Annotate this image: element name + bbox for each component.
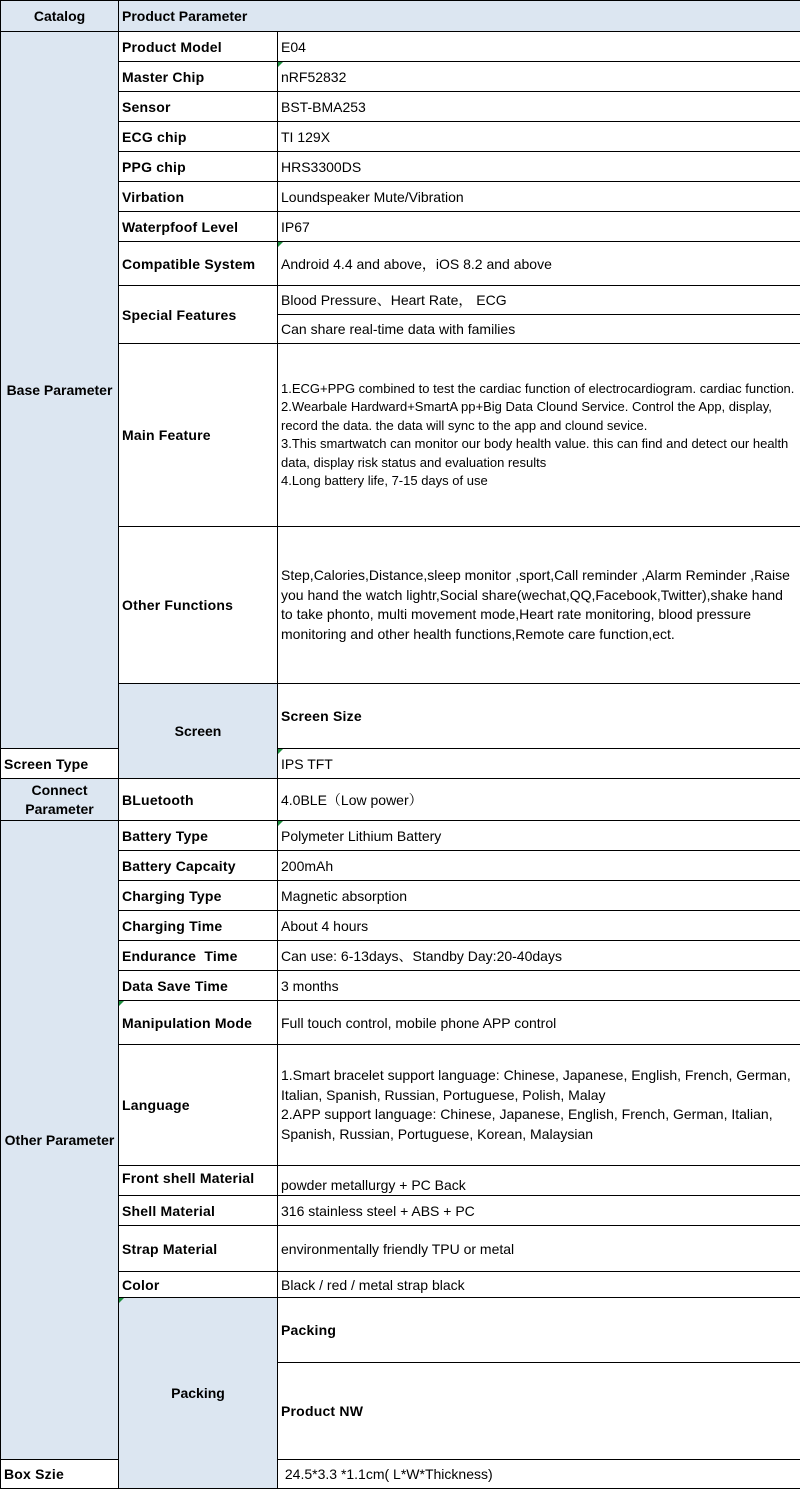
table-row: [1, 779, 800, 821]
row-label: Color: [119, 1272, 278, 1298]
row-label: Data Save Time: [119, 971, 278, 1001]
row-value: [278, 315, 800, 344]
row-value: [278, 152, 800, 182]
row-label: Main Feature: [119, 344, 278, 527]
cell-marker: [278, 242, 283, 247]
feature-line: 3.This smartwatch can monitor our body health value. this can find and detect our health data, display risk status and evaluation results: [281, 435, 796, 472]
row-value: [278, 62, 800, 92]
row-value: [278, 344, 800, 527]
table-row: [1, 1272, 800, 1298]
value-text: Android 4.4 and above，iOS 8.2 and above: [281, 256, 552, 272]
table-row: [1, 122, 800, 152]
row-label: Product NW: [278, 1363, 800, 1460]
row-value: [278, 971, 800, 1001]
table-row: [1, 182, 800, 212]
value-text: Full touch control, mobile phone APP control: [281, 1015, 556, 1031]
row-value: [278, 911, 800, 941]
value-text: TI 129X: [281, 129, 330, 145]
row-label: Screen Type: [1, 749, 119, 779]
row-label: Charging Time: [119, 911, 278, 941]
value-text: 200mAh: [281, 858, 333, 874]
cell-marker: [278, 749, 283, 754]
row-label: Sensor: [119, 92, 278, 122]
category-connect-parameter: Connect Parameter: [1, 779, 119, 821]
row-label: Other Functions: [119, 527, 278, 684]
table-row: [1, 62, 800, 92]
value-text: environmentally friendly TPU or metal: [281, 1241, 514, 1257]
row-value: [278, 242, 800, 286]
value-text: 24.5*3.3 *1.1cm( L*W*Thickness): [281, 1466, 493, 1482]
row-label: BLuetooth: [119, 779, 278, 821]
row-label: Strap Material: [119, 1226, 278, 1272]
row-label: Language: [119, 1045, 278, 1166]
value-text: BST-BMA253: [281, 99, 366, 115]
value-text: IP67: [281, 219, 310, 235]
table-row: [1, 851, 800, 881]
table-row: [1, 1166, 800, 1196]
table-row: [1, 1001, 800, 1045]
row-value: [278, 212, 800, 242]
value-text: Polymeter Lithium Battery: [281, 828, 441, 844]
table-row: [1, 1226, 800, 1272]
table-row: [1, 32, 800, 62]
cell-marker: [278, 62, 283, 67]
table-row: [1, 92, 800, 122]
row-label: Virbation: [119, 182, 278, 212]
row-label: Charging Type: [119, 881, 278, 911]
row-label: Waterpfoof Level: [119, 212, 278, 242]
label-text: Manipulation Mode: [122, 1015, 252, 1031]
row-label: Shell Material: [119, 1196, 278, 1226]
table-row: [1, 1298, 800, 1363]
value-text: nRF52832: [281, 69, 346, 85]
table-row: [1, 286, 800, 315]
value-text: 3 months: [281, 978, 339, 994]
value-text: Can share real-time data with families: [281, 321, 515, 337]
row-label: PPG chip: [119, 152, 278, 182]
row-value: [278, 1226, 800, 1272]
row-label: Battery Capcaity: [119, 851, 278, 881]
row-value: [278, 1196, 800, 1226]
value-text: E04: [281, 39, 306, 55]
row-label: Compatible System: [119, 242, 278, 286]
product-parameter-header: Product Parameter: [119, 1, 800, 32]
row-label: Box Szie: [1, 1460, 119, 1489]
table-row: [1, 527, 800, 684]
table-row: [1, 684, 800, 749]
table-row: [1, 152, 800, 182]
table-row: [1, 1045, 800, 1166]
table-header-row: [1, 1, 800, 32]
language-line: 1.Smart bracelet support language: Chinese, Japanese, English, French, German, Italian, Spanish, Russian, Portuguese, Polish, Malay: [281, 1066, 796, 1105]
row-value: [278, 1460, 800, 1489]
row-label: Endurance Time: [119, 941, 278, 971]
row-value: [278, 1001, 800, 1045]
row-label: Special Features: [119, 286, 278, 344]
value-text: Step,Calories,Distance,sleep monitor ,sport,Call reminder ,Alarm Reminder ,Raise you hand the watch lightr,Social share(wechat,QQ,Facebook,Twitter),shake hand to take phonto, multi movement mode,Heart rate monitoring, blood pressure monitoring and other health functions,Remote care function,ect.: [281, 567, 790, 642]
feature-line: 1.ECG+PPG combined to test the cardiac function of electrocardiogram. cardiac function.: [281, 380, 796, 399]
row-value: [278, 32, 800, 62]
value-text: powder metallurgy + PC Back: [281, 1177, 466, 1193]
value-text: 316 stainless steel + ABS + PC: [281, 1203, 475, 1219]
row-value: [278, 1272, 800, 1298]
row-value: [278, 821, 800, 851]
value-text: Magnetic absorption: [281, 888, 407, 904]
category-packing: [119, 1298, 278, 1489]
row-value: [278, 941, 800, 971]
row-value: [278, 122, 800, 152]
language-line: 2.APP support language: Chinese, Japanese, English, French, German, Italian, Spanish, Russian, Portuguese, Korean, Malaysian: [281, 1105, 796, 1144]
value-text: Black / red / metal strap black: [281, 1277, 465, 1293]
row-value: [278, 1166, 800, 1196]
table-row: [1, 242, 800, 286]
cell-marker: [119, 1298, 124, 1303]
category-screen: Screen: [119, 684, 278, 779]
category-base-parameter: Base Parameter: [1, 32, 119, 749]
row-label: [119, 1001, 278, 1045]
value-text: Loundspeaker Mute/Vibration: [281, 189, 464, 205]
row-label: ECG chip: [119, 122, 278, 152]
row-value: [278, 1045, 800, 1166]
table-row: [1, 344, 800, 527]
row-value: [278, 851, 800, 881]
value-text: About 4 hours: [281, 918, 368, 934]
cell-marker: [119, 1001, 124, 1006]
value-text: Blood Pressure、Heart Rate， ECG: [281, 292, 507, 308]
row-label: Screen Size: [278, 684, 800, 749]
value-text: HRS3300DS: [281, 159, 361, 175]
table-row: [1, 941, 800, 971]
table-row: [1, 821, 800, 851]
category-text: Packing: [171, 1385, 225, 1401]
row-value: [278, 92, 800, 122]
row-value: [278, 286, 800, 315]
table-row: [1, 1196, 800, 1226]
row-value: [278, 779, 800, 821]
row-value: [278, 527, 800, 684]
table-row: [1, 911, 800, 941]
row-label: Master Chip: [119, 62, 278, 92]
row-label: Battery Type: [119, 821, 278, 851]
table-row: [1, 881, 800, 911]
category-other-parameter: Other Parameter: [1, 821, 119, 1460]
table-row: [1, 971, 800, 1001]
value-text: IPS TFT: [281, 756, 333, 772]
feature-line: 4.Long battery life, 7-15 days of use: [281, 472, 796, 491]
row-value: [278, 749, 800, 779]
row-value: [278, 881, 800, 911]
value-text: 4.0BLE（Low power）: [281, 792, 423, 808]
value-text: Can use: 6-13days、Standby Day:20-40days: [281, 948, 562, 964]
row-label: Product Model: [119, 32, 278, 62]
catalog-header: Catalog: [1, 1, 119, 32]
table-row: [1, 212, 800, 242]
feature-line: 2.Wearbale Hardward+SmartA pp+Big Data Clound Service. Control the App, display, record the data. the data will sync to the app and clound sevice.: [281, 398, 796, 435]
row-label: Front shell Material: [119, 1166, 278, 1196]
row-value: [278, 182, 800, 212]
cell-marker: [278, 821, 283, 826]
row-label: Packing: [278, 1298, 800, 1363]
